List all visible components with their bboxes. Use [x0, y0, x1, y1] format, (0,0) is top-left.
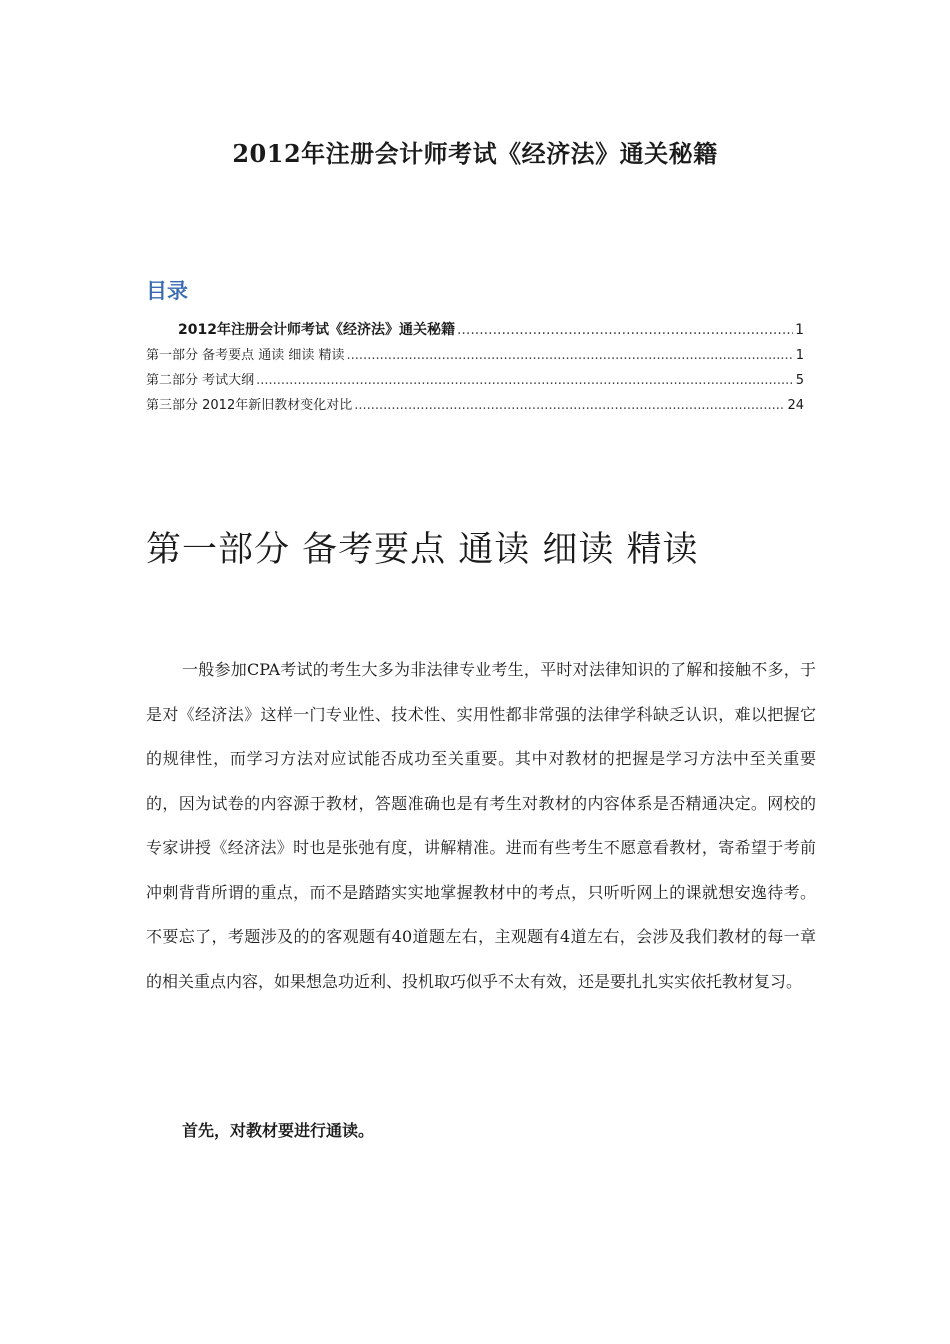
toc-entry[interactable]: [146, 368, 804, 393]
toc-entry-page: 1: [795, 322, 804, 338]
toc-entry-label: 第二部分 考试大纲: [146, 373, 255, 388]
toc-heading: 目录: [146, 279, 188, 303]
toc-entry-page: 5: [795, 373, 804, 388]
toc-leader: [256, 368, 794, 393]
toc-leader: [347, 343, 794, 368]
toc-entry-label: 第三部分 2012年新旧教材变化对比: [146, 398, 353, 413]
document-title: 2012年注册会计师考试《经济法》通关秘籍: [232, 139, 718, 168]
body-paragraph: 一般参加CPA考试的考生大多为非法律专业考生，平时对法律知识的了解和接触不多，于是对《经济法》这样一门专业性、技术性、实用性都非常强的法律学科缺乏认识，难以把握它的规律性，而学习方法对应试能否成功至关重要。其中对教材的把握是学习方法中至关重要的，因为试卷的内容源于教材，答题准确也是有考生对教材的内容体系是否精通决定。网校的专家讲授《经济法》时也是张弛有度，讲解精准。进而有些考生不愿意看教材，寄希望于考前冲刺背背所谓的重点，而不是踏踏实实地掌握教材中的考点，只听听网上的课就想安逸待考。不要忘了，考题涉及的的客观题有40道题左右，主观题有4道左右，会涉及我们教材的每一章的相关重点内容，如果想急功近利、投机取巧似乎不太有效，还是要扎扎实实依托教材复习。: [146, 660, 816, 991]
toc-entry[interactable]: [146, 318, 804, 343]
toc-entry[interactable]: [146, 343, 804, 368]
toc-entry-page: 24: [787, 398, 804, 413]
toc-leader: [354, 393, 785, 418]
toc-entry-page: 1: [795, 348, 804, 363]
toc-leader: [457, 318, 793, 343]
table-of-contents: [146, 318, 804, 418]
toc-entry-label: 第一部分 备考要点 通读 细读 精读: [146, 348, 345, 363]
toc-entry-label: 2012年注册会计师考试《经济法》通关秘籍: [178, 322, 455, 338]
section-heading: 第一部分 备考要点 通读 细读 精读: [146, 530, 699, 570]
toc-entry[interactable]: [146, 393, 804, 418]
sub-heading: 首先，对教材要进行通读。: [182, 1121, 375, 1140]
